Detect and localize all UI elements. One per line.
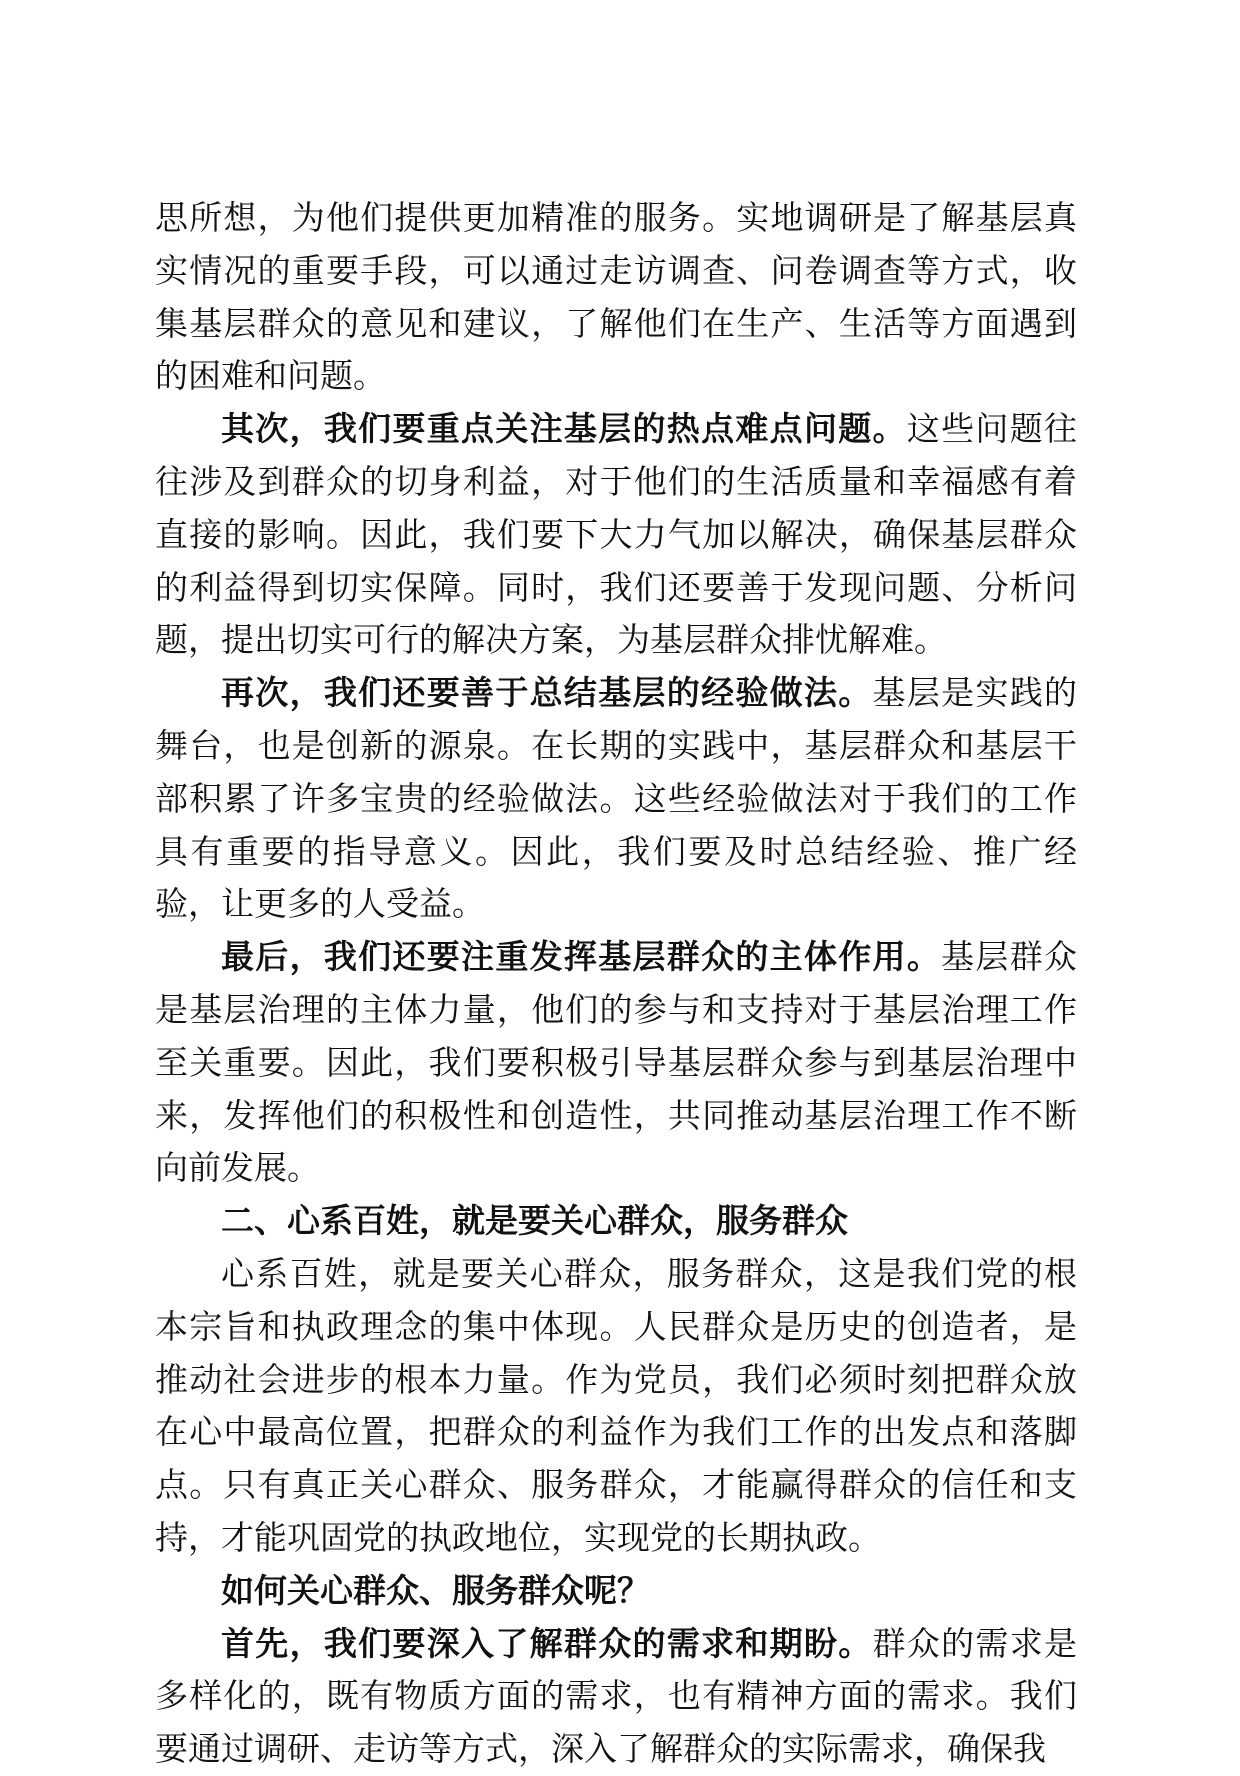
- paragraph-text: 基层群众是基层治理的主体力量，他们的参与和支持对于基层治理工作至关重要。因此，我们要积极引导基层群众参与到基层治理中来，发挥他们的积极性和创造性，共同推动基层治理工作不断向前发展。: [155, 937, 1078, 1188]
- paragraph-text: 这些问题往往涉及到群众的切身利益，对于他们的生活质量和幸福感有着直接的影响。因此，我们要下大力气加以解决，确保基层群众的利益得到切实保障。同时，我们还要善于发现问题、分析问题，提出切实可行的解决方案，为基层群众排忧解难。: [155, 409, 1078, 660]
- paragraph-understand-needs: [155, 1618, 1077, 1776]
- paragraph-text: 群众的需求是多样化的，既有物质方面的需求，也有精神方面的需求。我们要通过调研、走访等方式，深入了解群众的实际需求，确保我: [155, 1623, 1078, 1769]
- paragraph-lead: 首先，我们要深入了解群众的需求和期盼。: [221, 1623, 873, 1663]
- paragraph-care-for-masses: 心系百姓，就是要关心群众，服务群众，这是我们党的根本宗旨和执政理念的集中体现。人民群众是历史的创造者，是推动社会进步的根本力量。作为党员，我们必须时刻把群众放在心中最高位置，把群众的利益作为我们工作的出发点和落脚点。只有真正关心群众、服务群众，才能赢得群众的信任和支持，才能巩固党的执政地位，实现党的长期执政。: [155, 1253, 1077, 1557]
- subheading-how-to-serve: 如何关心群众、服务群众呢？: [221, 1570, 650, 1610]
- document-body: [155, 192, 1077, 1776]
- paragraph-lead: 其次，我们要重点关注基层的热点难点问题。: [221, 409, 907, 449]
- paragraph-text: 基层是实践的舞台，也是创新的源泉。在长期的实践中，基层群众和基层干部积累了许多宝贵的经验做法。这些经验做法对于我们的工作具有重要的指导意义。因此，我们要及时总结经验、推广经验，让更多的人受益。: [155, 673, 1078, 924]
- paragraph-summarize-experience: [155, 667, 1077, 931]
- paragraph-lead: 再次，我们还要善于总结基层的经验做法。: [221, 673, 873, 713]
- paragraph-lead: 最后，我们还要注重发挥基层群众的主体作用。: [221, 937, 942, 977]
- section-heading-2: 二、心系百姓，就是要关心群众，服务群众: [221, 1201, 848, 1241]
- paragraph-main-role: [155, 931, 1077, 1195]
- paragraph-hotspot-issues: [155, 403, 1077, 667]
- paragraph-continuation: 思所想，为他们提供更加精准的服务。实地调研是了解基层真实情况的重要手段，可以通过走访调查、问卷调查等方式，收集基层群众的意见和建议，了解他们在生产、生活等方面遇到的困难和问题。: [155, 198, 1077, 396]
